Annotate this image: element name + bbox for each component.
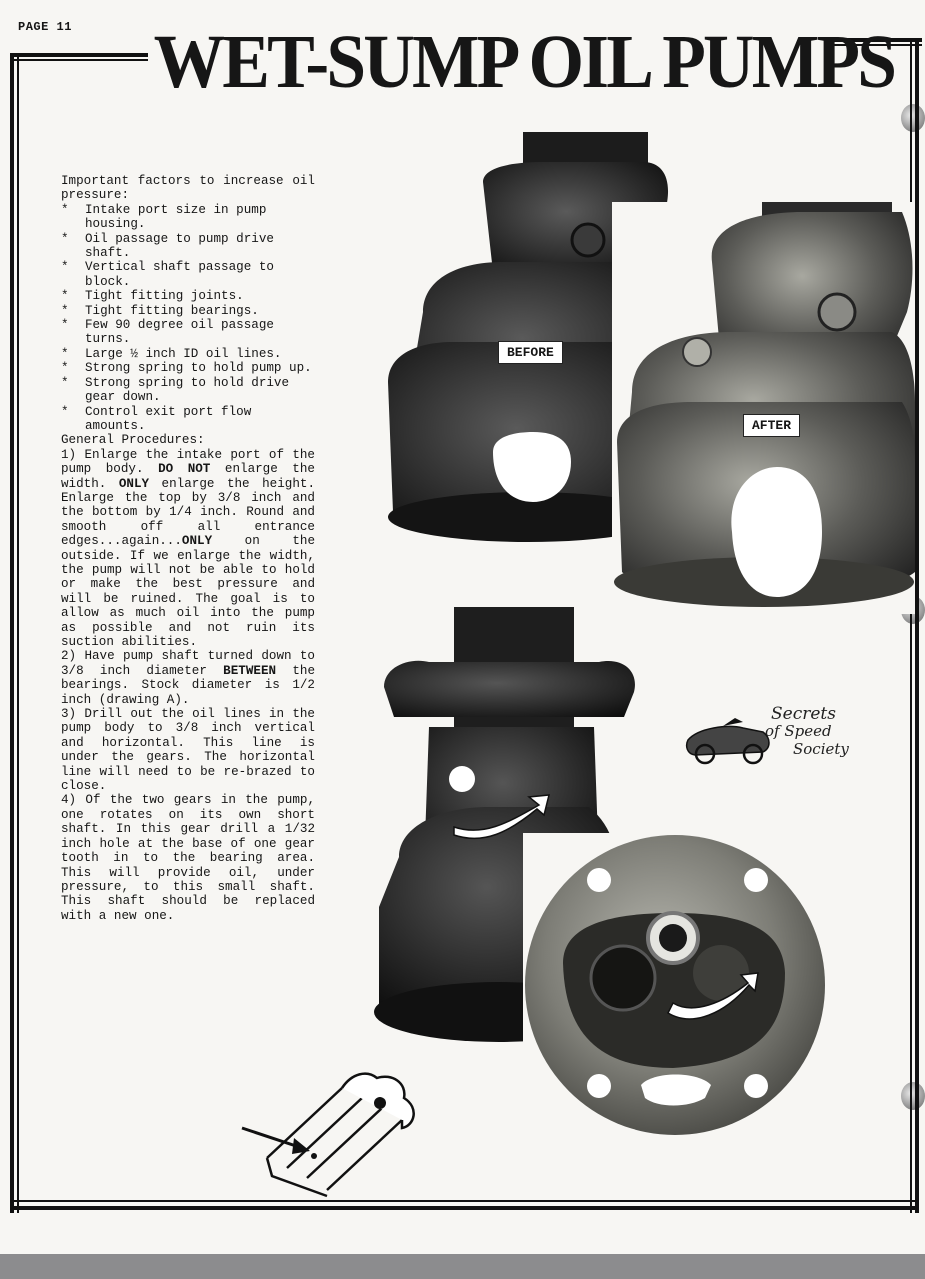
secrets-of-speed-society-logo xyxy=(683,700,863,775)
list-item: * Tight fitting joints. xyxy=(61,289,244,304)
after-label: AFTER xyxy=(743,414,800,437)
procedure-step-1: 1) Enlarge the intake port of the pump body. DO NOT enlarge the width. ONLY enlarge the height. Enlarge the top by 3/8 inch and the bottom by 1/4 inch. Round and smooth off all entrance edges...again...ONLY on the outside. If we enlarge the width, the pump will not be able to hold or make the best pressure and will be ruined. The goal is to allow as much oil into the pump as possible and not ruin its suction abilities. xyxy=(61,447,316,649)
logo-line-1: Secrets xyxy=(771,704,836,724)
list-item: * Tight fitting bearings. xyxy=(61,303,259,318)
page-title: WET-SUMP OIL PUMPS xyxy=(148,22,798,102)
list-item: * Strong spring to hold pump up. xyxy=(61,361,312,376)
frame-border xyxy=(10,1200,919,1210)
procedure-step-4: 4) Of the two gears in the pump, one rotates on its own short shaft. In this gear drill a 1/32 inch hole at the base of one gear tooth in to the bearing area. This will provide oil, under pressure, to this small shaft. This shaft should be replaced with a new one. xyxy=(61,793,315,923)
section-heading: General Procedures: xyxy=(61,433,205,448)
list-item: * Few 90 degree oil passage turns. xyxy=(61,318,274,347)
after-pump-photo xyxy=(612,202,915,614)
intro-text: Important factors to increase oil pressure: xyxy=(61,174,315,203)
list-item: * Oil passage to pump drive shaft. xyxy=(61,231,274,261)
list-item: * Strong spring to hold drive gear down. xyxy=(61,375,290,405)
article-text xyxy=(61,174,315,923)
arrow-icon xyxy=(292,1138,310,1154)
logo-line-2: of Speed xyxy=(765,722,832,740)
factor-list xyxy=(61,203,315,434)
gear-line-drawing xyxy=(232,1068,427,1203)
list-item: * Large ½ inch ID oil lines. xyxy=(61,346,282,361)
procedure-step-3: 3) Drill out the oil lines in the pump body to 3/8 inch vertical and horizontal. This line is under the gears. The horizontal line will need to be re-brazed to close. xyxy=(61,707,315,794)
frame-border xyxy=(10,53,19,1213)
logo-line-3: Society xyxy=(793,740,849,758)
frame-border xyxy=(10,53,148,61)
list-item: * Control exit port flow amounts. xyxy=(61,404,252,433)
scan-bottom-edge xyxy=(0,1254,925,1279)
list-item: * Intake port size in pump housing. xyxy=(61,202,267,232)
pump-cover-photo xyxy=(523,833,828,1138)
list-item: * Vertical shaft passage to block. xyxy=(61,260,274,289)
before-label: BEFORE xyxy=(498,341,563,364)
page-number: PAGE 11 xyxy=(18,20,72,34)
procedure-step-2: 2) Have pump shaft turned down to 3/8 inch diameter BETWEEN the bearings. Stock diameter is 1/2 inch (drawing A). xyxy=(61,649,315,707)
